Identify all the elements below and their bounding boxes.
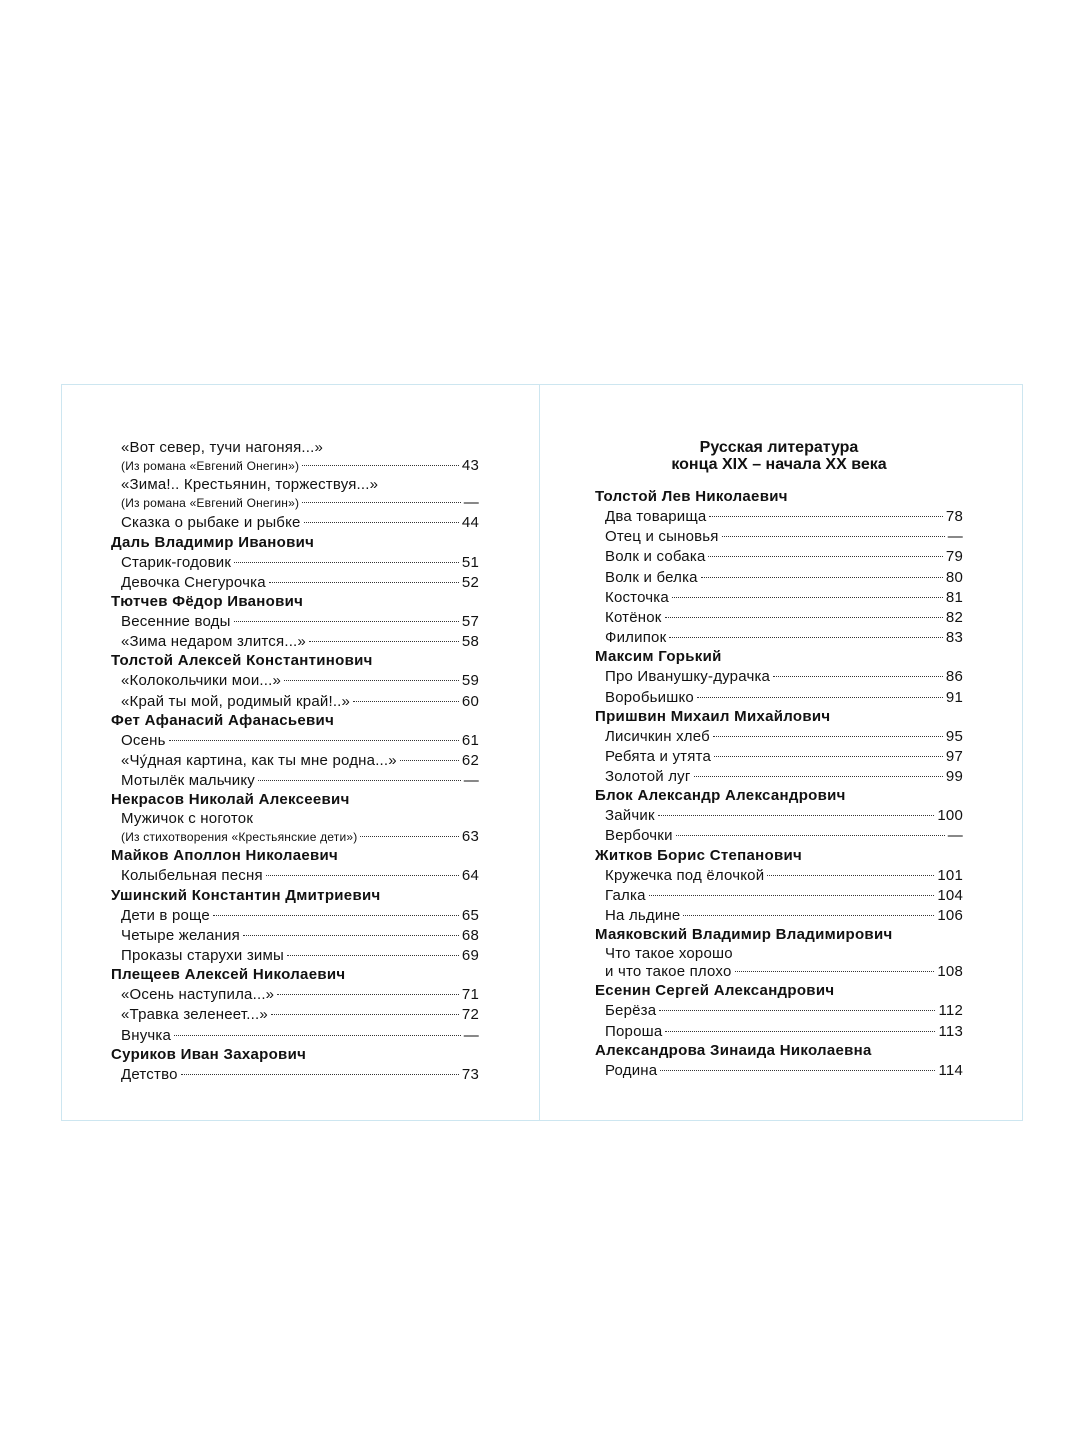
toc-page-number: 86 bbox=[945, 668, 963, 686]
toc-page-number: 113 bbox=[938, 1022, 963, 1040]
author-heading: Толстой Алексей Константинович bbox=[111, 652, 373, 670]
toc-page-number: 52 bbox=[461, 573, 479, 591]
dot-leader bbox=[701, 577, 943, 578]
toc-page-number: 97 bbox=[945, 747, 963, 765]
toc-entry-title: Волк и белка bbox=[605, 568, 698, 586]
toc-entry-title: Кружечка под ёлочкой bbox=[605, 866, 765, 884]
toc-entry-title: «Травка зеленеет...» bbox=[121, 1006, 268, 1024]
toc-entry[interactable] bbox=[111, 866, 479, 886]
dot-leader bbox=[676, 835, 945, 836]
toc-entry-title: Котёнок bbox=[605, 608, 662, 626]
dot-leader bbox=[234, 621, 459, 622]
toc-entry[interactable] bbox=[595, 667, 963, 687]
toc-entry[interactable] bbox=[111, 731, 479, 751]
dot-leader bbox=[353, 701, 459, 702]
dot-leader bbox=[243, 935, 459, 936]
toc-page-number: 59 bbox=[461, 672, 479, 690]
dot-leader bbox=[309, 641, 459, 642]
right-entries bbox=[595, 488, 963, 1081]
dot-leader bbox=[735, 971, 935, 972]
toc-page-number: 79 bbox=[945, 548, 963, 566]
toc-entry-title: Золотой луг bbox=[605, 768, 691, 786]
toc-page-number: 80 bbox=[945, 568, 963, 586]
toc-page-number: 78 bbox=[945, 508, 963, 525]
toc-entry[interactable] bbox=[111, 692, 479, 712]
dot-leader bbox=[213, 915, 459, 916]
dot-leader bbox=[672, 597, 943, 598]
dot-leader bbox=[767, 875, 934, 876]
dot-leader bbox=[714, 756, 943, 757]
dot-leader bbox=[169, 740, 459, 741]
toc-entry-title: Детство bbox=[121, 1065, 178, 1083]
toc-entry-title: Сказка о рыбаке и рыбке bbox=[121, 514, 301, 532]
dot-leader bbox=[287, 955, 459, 956]
toc-entry[interactable] bbox=[595, 547, 963, 567]
toc-page-number: 104 bbox=[937, 886, 963, 904]
left-page-contents bbox=[111, 439, 479, 1085]
toc-page-number: 73 bbox=[461, 1065, 479, 1083]
author-heading: Маяковский Владимир Владимирович bbox=[595, 926, 893, 944]
dot-leader bbox=[659, 1010, 935, 1011]
toc-entry-title: Зайчик bbox=[605, 807, 655, 825]
dot-leader bbox=[665, 617, 943, 618]
toc-page-number: 68 bbox=[461, 926, 479, 944]
toc-page-number: 44 bbox=[461, 514, 479, 532]
dot-leader bbox=[658, 815, 935, 816]
toc-entry-title: Внучка bbox=[121, 1026, 172, 1044]
toc-entry[interactable] bbox=[595, 962, 963, 982]
toc-entry[interactable] bbox=[595, 507, 963, 527]
toc-page-number: 106 bbox=[937, 907, 963, 924]
toc-entry[interactable] bbox=[111, 513, 479, 533]
toc-entry[interactable] bbox=[595, 727, 963, 747]
toc-entry-title: «Край ты мой, родимый край!..» bbox=[121, 692, 351, 710]
toc-entry[interactable] bbox=[595, 906, 963, 926]
toc-entry-title: Весенние воды bbox=[121, 612, 231, 630]
toc-entry-title: Про Иванушку-дурачка bbox=[605, 668, 771, 686]
toc-entry[interactable] bbox=[595, 588, 963, 608]
toc-entry-title: Девочка Снегурочка bbox=[121, 573, 266, 591]
toc-page-number: 63 bbox=[461, 828, 479, 846]
toc-entry[interactable] bbox=[111, 827, 479, 847]
dot-leader bbox=[181, 1074, 459, 1075]
toc-entry-title: Два товарища bbox=[605, 508, 707, 525]
dot-leader bbox=[665, 1031, 935, 1032]
toc-entry[interactable] bbox=[595, 866, 963, 886]
toc-entry[interactable] bbox=[111, 671, 479, 691]
toc-entry[interactable] bbox=[111, 1026, 479, 1046]
toc-page-number: 91 bbox=[945, 688, 963, 706]
toc-entry[interactable] bbox=[595, 767, 963, 787]
section-heading-line2: конца XIX – начала XX века bbox=[671, 456, 887, 473]
toc-entry-title: Берёза bbox=[605, 1002, 657, 1020]
dot-leader bbox=[709, 516, 942, 517]
dot-leader bbox=[258, 780, 461, 781]
toc-page-number: 57 bbox=[461, 612, 479, 630]
toc-entry-title: Ребята и утята bbox=[605, 747, 711, 765]
author-heading: Пришвин Михаил Михайлович bbox=[595, 707, 831, 725]
toc-entry-title: «Чу́дная картина, как ты мне родна...» bbox=[121, 751, 397, 769]
dot-leader bbox=[302, 502, 461, 503]
toc-entry[interactable] bbox=[595, 886, 963, 906]
toc-entry[interactable] bbox=[111, 926, 479, 946]
dot-leader bbox=[271, 1014, 459, 1015]
toc-entry-title: Косточка bbox=[605, 588, 669, 606]
toc-page-number: 51 bbox=[461, 553, 479, 571]
toc-entry[interactable] bbox=[595, 1001, 963, 1021]
toc-entry-title-line: «Вот север, тучи нагоняя...» bbox=[121, 439, 324, 456]
dot-leader bbox=[708, 556, 942, 557]
toc-entry-title: Вербочки bbox=[605, 827, 673, 845]
author-heading: Тютчев Фёдор Иванович bbox=[111, 592, 304, 610]
dot-leader bbox=[400, 760, 459, 761]
author-heading: Некрасов Николай Алексеевич bbox=[111, 791, 350, 809]
dot-leader bbox=[174, 1035, 461, 1036]
toc-page-number: 82 bbox=[945, 608, 963, 626]
toc-entry[interactable] bbox=[595, 747, 963, 767]
toc-entry-title: Проказы старухи зимы bbox=[121, 947, 284, 964]
toc-entry-title: (Из романа «Евгений Онегин») bbox=[121, 459, 300, 473]
toc-page-number: 60 bbox=[461, 692, 479, 710]
toc-entry-title: «Колокольчики мои...» bbox=[121, 672, 282, 690]
toc-page-number: 64 bbox=[461, 867, 479, 885]
toc-entry-title: «Зима недаром злится...» bbox=[121, 633, 306, 651]
toc-entry-title: (Из стихотворения «Крестьянские дети») bbox=[121, 830, 358, 845]
toc-entry[interactable] bbox=[111, 632, 479, 652]
dot-leader bbox=[683, 915, 934, 916]
dot-leader bbox=[649, 895, 935, 896]
toc-page-number: 43 bbox=[461, 457, 479, 474]
toc-entry-title: Отец и сыновья bbox=[605, 528, 719, 546]
toc-entry-title: (Из романа «Евгений Онегин») bbox=[121, 496, 300, 511]
toc-entry[interactable] bbox=[111, 612, 479, 632]
toc-page-number: — bbox=[463, 772, 479, 790]
toc-page-number: 83 bbox=[945, 629, 963, 647]
toc-entry[interactable] bbox=[111, 493, 479, 513]
dot-leader bbox=[304, 522, 459, 523]
author-heading: Плещеев Алексей Николаевич bbox=[111, 966, 346, 984]
toc-page-number: 71 bbox=[461, 986, 479, 1004]
toc-entry-title: Волк и собака bbox=[605, 548, 706, 566]
author-heading: Ушинский Константин Дмитриевич bbox=[111, 886, 381, 904]
toc-entry-title: Колыбельная песня bbox=[121, 867, 263, 885]
toc-page-number: 100 bbox=[937, 807, 963, 825]
toc-entry[interactable] bbox=[595, 806, 963, 826]
toc-entry[interactable] bbox=[595, 688, 963, 708]
toc-entry[interactable] bbox=[111, 985, 479, 1005]
dot-leader bbox=[713, 736, 943, 737]
dot-leader bbox=[277, 994, 459, 995]
author-heading: Александрова Зинаида Николаевна bbox=[595, 1041, 872, 1059]
dot-leader bbox=[302, 465, 459, 466]
toc-entry-title: Дети в роще bbox=[121, 906, 210, 924]
toc-entry-title: Филипок bbox=[605, 629, 667, 647]
author-heading: Максим Горький bbox=[595, 648, 722, 666]
author-heading: Даль Владимир Иванович bbox=[111, 533, 315, 551]
toc-entry[interactable] bbox=[111, 1005, 479, 1025]
toc-entry-title: Четыре желания bbox=[121, 926, 240, 944]
toc-entry-title: «Осень наступила...» bbox=[121, 986, 275, 1004]
toc-page-number: 72 bbox=[461, 1006, 479, 1024]
dot-leader bbox=[697, 697, 943, 698]
toc-page-number: 95 bbox=[945, 727, 963, 745]
toc-entry[interactable] bbox=[111, 771, 479, 791]
dot-leader bbox=[234, 562, 459, 563]
toc-entry[interactable] bbox=[111, 946, 479, 966]
dot-leader bbox=[284, 680, 459, 681]
toc-page-number: 114 bbox=[938, 1061, 963, 1079]
toc-entry-title: Осень bbox=[121, 731, 166, 749]
toc-entry[interactable] bbox=[595, 1061, 963, 1081]
author-heading: Фет Афанасий Афанасьевич bbox=[111, 711, 335, 729]
toc-entry[interactable] bbox=[595, 628, 963, 648]
toc-entry[interactable] bbox=[111, 573, 479, 593]
toc-entry-title: Воробьишко bbox=[605, 688, 694, 706]
toc-entry[interactable] bbox=[111, 456, 479, 476]
toc-entry[interactable] bbox=[595, 568, 963, 588]
toc-entry-title: Мотылёк мальчику bbox=[121, 772, 255, 790]
toc-page-number: 65 bbox=[461, 906, 479, 924]
toc-page-number: — bbox=[947, 827, 963, 845]
toc-page-number: 108 bbox=[937, 963, 963, 981]
toc-entry-title: Родина bbox=[605, 1061, 658, 1079]
toc-entry[interactable] bbox=[595, 826, 963, 846]
toc-page-number: — bbox=[463, 494, 479, 512]
section-heading-line1: Русская литература bbox=[699, 439, 859, 456]
toc-page-number: 101 bbox=[937, 866, 963, 884]
toc-entry[interactable] bbox=[111, 906, 479, 926]
page-fold bbox=[539, 384, 540, 1121]
author-heading: Житков Борис Степанович bbox=[595, 846, 803, 864]
toc-entry-title: Пороша bbox=[605, 1022, 663, 1040]
toc-entry[interactable] bbox=[595, 608, 963, 628]
dot-leader bbox=[266, 875, 459, 876]
toc-page-number: 69 bbox=[461, 947, 479, 964]
toc-entry-title: Старик-годовик bbox=[121, 553, 232, 571]
author-heading: Блок Александр Александрович bbox=[595, 787, 846, 805]
dot-leader bbox=[773, 676, 943, 677]
toc-page-number: 81 bbox=[945, 588, 963, 606]
author-heading: Толстой Лев Николаевич bbox=[595, 488, 788, 505]
dot-leader bbox=[722, 536, 945, 537]
right-page-contents bbox=[595, 439, 963, 1081]
toc-entry[interactable] bbox=[111, 553, 479, 573]
toc-page-number: — bbox=[463, 1026, 479, 1044]
toc-entry-title: Лисичкин хлеб bbox=[605, 727, 710, 745]
toc-entry[interactable] bbox=[111, 1065, 479, 1085]
toc-entry[interactable] bbox=[111, 751, 479, 771]
dot-leader bbox=[669, 637, 943, 638]
dot-leader bbox=[360, 836, 458, 837]
toc-entry-title: Галка bbox=[605, 886, 646, 904]
toc-entry-title-line: Мужичок с ноготок bbox=[121, 810, 254, 828]
toc-entry-title: На льдине bbox=[605, 907, 681, 924]
toc-entry-title: и что такое плохо bbox=[605, 963, 732, 981]
section-heading bbox=[595, 439, 963, 488]
dot-leader bbox=[694, 776, 943, 777]
toc-page-number: 62 bbox=[461, 751, 479, 769]
toc-entry[interactable] bbox=[595, 1022, 963, 1042]
toc-page-number: — bbox=[947, 528, 963, 546]
toc-page-number: 112 bbox=[938, 1002, 963, 1020]
author-heading: Суриков Иван Захарович bbox=[111, 1045, 307, 1063]
toc-entry-title-line: «Зима!.. Крестьянин, торжествуя...» bbox=[121, 476, 379, 494]
dot-leader bbox=[660, 1070, 935, 1071]
toc-page-number: 99 bbox=[945, 768, 963, 786]
author-heading: Майков Аполлон Николаевич bbox=[111, 847, 339, 865]
toc-entry-title-line: Что такое хорошо bbox=[605, 945, 733, 963]
author-heading: Есенин Сергей Александрович bbox=[595, 982, 835, 1000]
toc-page-number: 58 bbox=[461, 633, 479, 651]
toc-entry[interactable] bbox=[595, 527, 963, 547]
toc-page-number: 61 bbox=[461, 731, 479, 749]
dot-leader bbox=[269, 582, 459, 583]
